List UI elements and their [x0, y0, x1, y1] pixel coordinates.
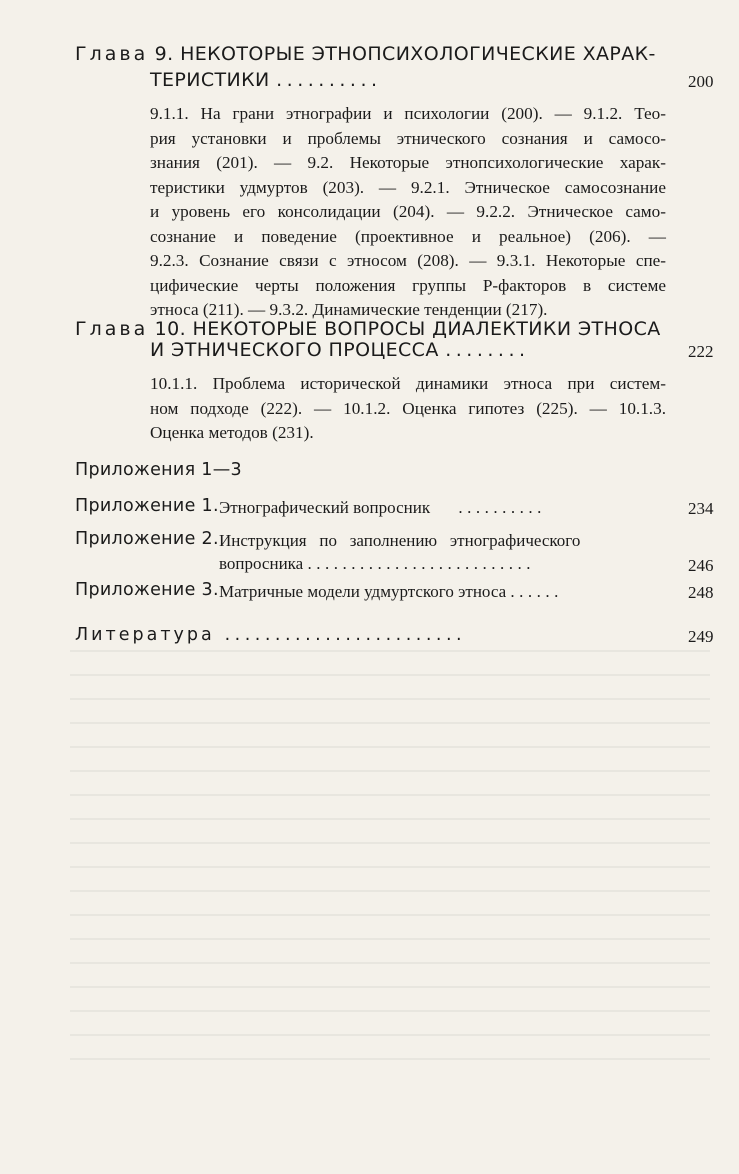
- literature-page: 249: [688, 627, 714, 646]
- chapter-10-page: 222: [688, 342, 714, 361]
- appendix-3-title: Матричные модели удмуртского этноса: [219, 582, 507, 601]
- chapter-9-contents-line: этноса (211). — 9.3.2. Динамические тенденции (217).: [150, 300, 548, 319]
- chapter-9-contents-line: теристики удмуртов (203). — 9.2.1. Этническое самосознание: [150, 177, 666, 197]
- appendix-3-title-row: [219, 582, 563, 602]
- chapter-10-number: 10.: [154, 318, 187, 340]
- chapter-10-heading-line1: [75, 318, 661, 340]
- literature-row: [75, 625, 466, 645]
- appendix-1-title-row: [219, 498, 546, 518]
- chapter-10-heading-line2: [150, 339, 530, 361]
- appendices-heading: Приложения 1—3: [75, 460, 242, 480]
- appendix-1-label: Приложение 1.: [75, 496, 219, 516]
- chapter-9-contents-line: рия установки и проблемы этнического сознания и самосо-: [150, 128, 666, 148]
- chapter-10-label: Глава: [75, 318, 149, 340]
- literature-label: Литература: [75, 625, 215, 645]
- bleed-through-texture: [70, 650, 710, 1070]
- appendix-2-label: Приложение 2.: [75, 529, 219, 549]
- chapter-10-contents: [150, 372, 666, 446]
- chapter-9-page: 200: [688, 72, 714, 91]
- chapter-10-contents-line: ном подходе (222). — 10.1.2. Оценка гипотез (225). — 10.1.3.: [150, 398, 666, 418]
- chapter-9-contents-line: знания (201). — 9.2. Некоторые этнопсихологические харак-: [150, 153, 666, 172]
- appendix-1-leader: ..........: [458, 498, 546, 517]
- appendix-3-label: Приложение 3.: [75, 580, 219, 600]
- appendix-2-page: 246: [688, 556, 714, 575]
- appendix-2-title-line2: вопросника: [219, 554, 304, 573]
- chapter-9-number: 9.: [154, 43, 174, 65]
- appendix-3-leader: ......: [510, 582, 563, 601]
- chapter-9-contents: [150, 102, 666, 323]
- chapter-9-contents-line: 9.2.3. Сознание связи с этносом (208). — 9.3.1. Некоторые спе-: [150, 251, 666, 270]
- chapter-10-contents-line: 10.1.1. Проблема исторической динамики этноса при систем-: [150, 374, 666, 393]
- appendix-1-page: 234: [688, 499, 714, 518]
- chapter-10-title-line1: НЕКОТОРЫЕ ВОПРОСЫ ДИАЛЕКТИКИ ЭТНОСА: [192, 318, 661, 340]
- chapter-9-contents-line: и уровень его консолидации (204). — 9.2.2. Этническое само-: [150, 202, 666, 221]
- appendix-3-page: 248: [688, 583, 714, 602]
- chapter-9-contents-line: цифические черты положения группы P-факторов в системе: [150, 275, 666, 295]
- appendix-2-leader: ..........................: [307, 554, 535, 573]
- chapter-9-title-line2: ТЕРИСТИКИ: [150, 69, 270, 91]
- chapter-9-title-line1: НЕКОТОРЫЕ ЭТНОПСИХОЛОГИЧЕСКИЕ ХАРАК-: [180, 43, 656, 65]
- appendix-1-title: Этнографический вопросник: [219, 498, 431, 517]
- chapter-9-heading-line1: [75, 43, 656, 65]
- chapter-10-title-line2: И ЭТНИЧЕСКОГО ПРОЦЕССА: [150, 339, 439, 361]
- appendix-2-title-line1: Инструкция по заполнению этнографического: [219, 531, 581, 550]
- chapter-10-leader: ........: [445, 339, 530, 361]
- chapter-9-heading-line2: [150, 69, 382, 91]
- chapter-9-contents-line: 9.1.1. На грани этнографии и психологии (200). — 9.1.2. Тео-: [150, 104, 666, 123]
- chapter-9-leader: ..........: [276, 69, 382, 91]
- chapter-9-label: Глава: [75, 43, 149, 65]
- appendix-2-title-line2-row: [219, 554, 535, 574]
- chapter-9-contents-line: сознание и поведение (проективное и реальное) (206). —: [150, 226, 666, 246]
- chapter-10-contents-line: Оценка методов (231).: [150, 423, 314, 442]
- literature-leader: ........................: [224, 625, 467, 645]
